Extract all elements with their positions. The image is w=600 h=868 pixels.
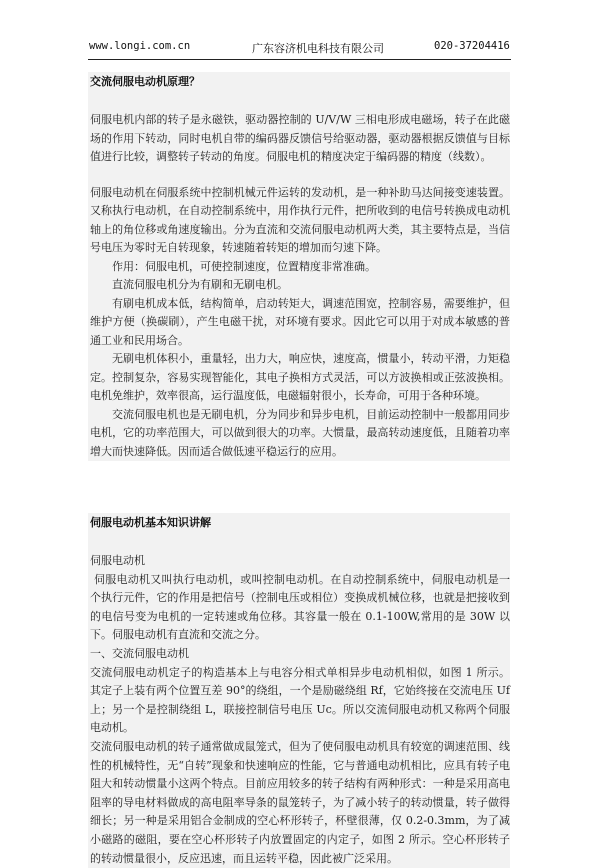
document-body	[90, 72, 510, 868]
paragraph: 伺服电机内部的转子是永磁铁，驱动器控制的 U/V/W 三相电形成电磁场，转子在此磁场的作用下转动，同时电机自带的编码器反馈信号给驱动器，驱动器根据反馈值与目标值进行比较，调整转子转动的角度。伺服电机的精度决定于编码器的精度（线数）。	[90, 113, 510, 163]
header-divider	[88, 59, 511, 60]
paragraph: 有刷电机成本低，结构简单，启动转矩大，调速范围宽，控制容易，需要维护，但维护方便（换碳刷），产生电磁干扰，对环境有要求。因此它可以用于对成本敏感的普通工业和民用场合。	[90, 296, 510, 347]
header-website: www.longi.com.cn	[89, 40, 191, 52]
paragraph: 交流伺服电机也是无刷电机，分为同步和异步电机，目前运动控制中一般都用同步电机，它的功率范围大，可以做到很大的功率。大惯量，最高转动速度低，且随着功率增大而快速降低。因而适合做低速平稳运行的应用。	[90, 407, 510, 458]
paragraph: 交流伺服电动机定子的构造基本上与电容分相式单相异步电动机相似，如图 1 所示。其定子上装有两个位置互差 90°的绕组，一个是励磁绕组 Rf，它始终接在交流电压 Uf 上；另一个是控制绕组 L，联接控制信号电压 Uc。所以交流伺服电动机又称两个伺服电动机。	[90, 665, 510, 735]
paragraph: 直流伺服电机分为有刷和无刷电机。	[112, 278, 288, 291]
paragraph: 作用：伺服电机，可使控制速度，位置精度非常准确。	[112, 259, 376, 273]
page-header	[89, 40, 509, 56]
subsection-title: 伺服电动机	[90, 554, 145, 567]
section-servo-basics	[88, 513, 510, 868]
paragraph: 伺服电动机又叫执行电动机，或叫控制电动机。在自动控制系统中，伺服电动机是一个执行元件，它的作用是把信号（控制电压或相位）变换成机械位移，也就是把接收到的电信号变为电机的一定转速或角位移。其容量一般在 0.1-100W,常用的是 30W 以下。伺服电动机有直流和交流之分。	[90, 572, 510, 642]
paragraph: 交流伺服电动机的转子通常做成鼠笼式，但为了使伺服电动机具有较宽的调速范围、线性的机械特性，无“自转”现象和快速响应的性能，它与普通电动机相比，应具有转子电阻大和转动惯量小这两个特点。目前应用较多的转子结构有两种形式：一种是采用高电阻率的导电材料做成的高电阻率导条的鼠笼转子，为了减小转子的转动惯量，转子做得细长；另一种是采用铝合金制成的空心杯形转子，杯壁很薄，仅 0.2-0.3mm，为了减小磁路的磁阻，要在空心杯形转子内放置固定的内定子，如图 2 所示。空心杯形转子的转动惯量很小，反应迅速，而且运转平稳，因此被广泛采用。	[90, 739, 510, 865]
header-phone: 020-37204416	[434, 40, 510, 52]
section-ac-servo-principle	[88, 72, 510, 461]
section-title: 伺服电动机基本知识讲解	[90, 516, 211, 529]
paragraph: 无刷电机体积小，重量轻，出力大，响应快，速度高，惯量小，转动平滑，力矩稳定。控制复杂，容易实现智能化，其电子换相方式灵活，可以方波换相或正弦波换相。电机免维护，效率很高，运行温度低，电磁辐射很小，长寿命，可用于各种环境。	[90, 352, 510, 402]
paragraph: 伺服电动机在伺服系统中控制机械元件运转的发动机，是一种补助马达间接变速装置。又称执行电动机，在自动控制系统中，用作执行元件，把所收到的电信号转换成电动机轴上的角位移或角速度输出。分为直流和交流伺服电动机两大类，其主要特点是，当信号电压为零时无自转现象，转速随着转矩的增加而匀速下降。	[90, 185, 510, 254]
section-title: 交流伺服电动机原理？	[90, 75, 200, 88]
subsection-heading: 一、交流伺服电动机	[90, 646, 189, 660]
header-company-name: 广东容济机电科技有限公司	[252, 42, 384, 55]
